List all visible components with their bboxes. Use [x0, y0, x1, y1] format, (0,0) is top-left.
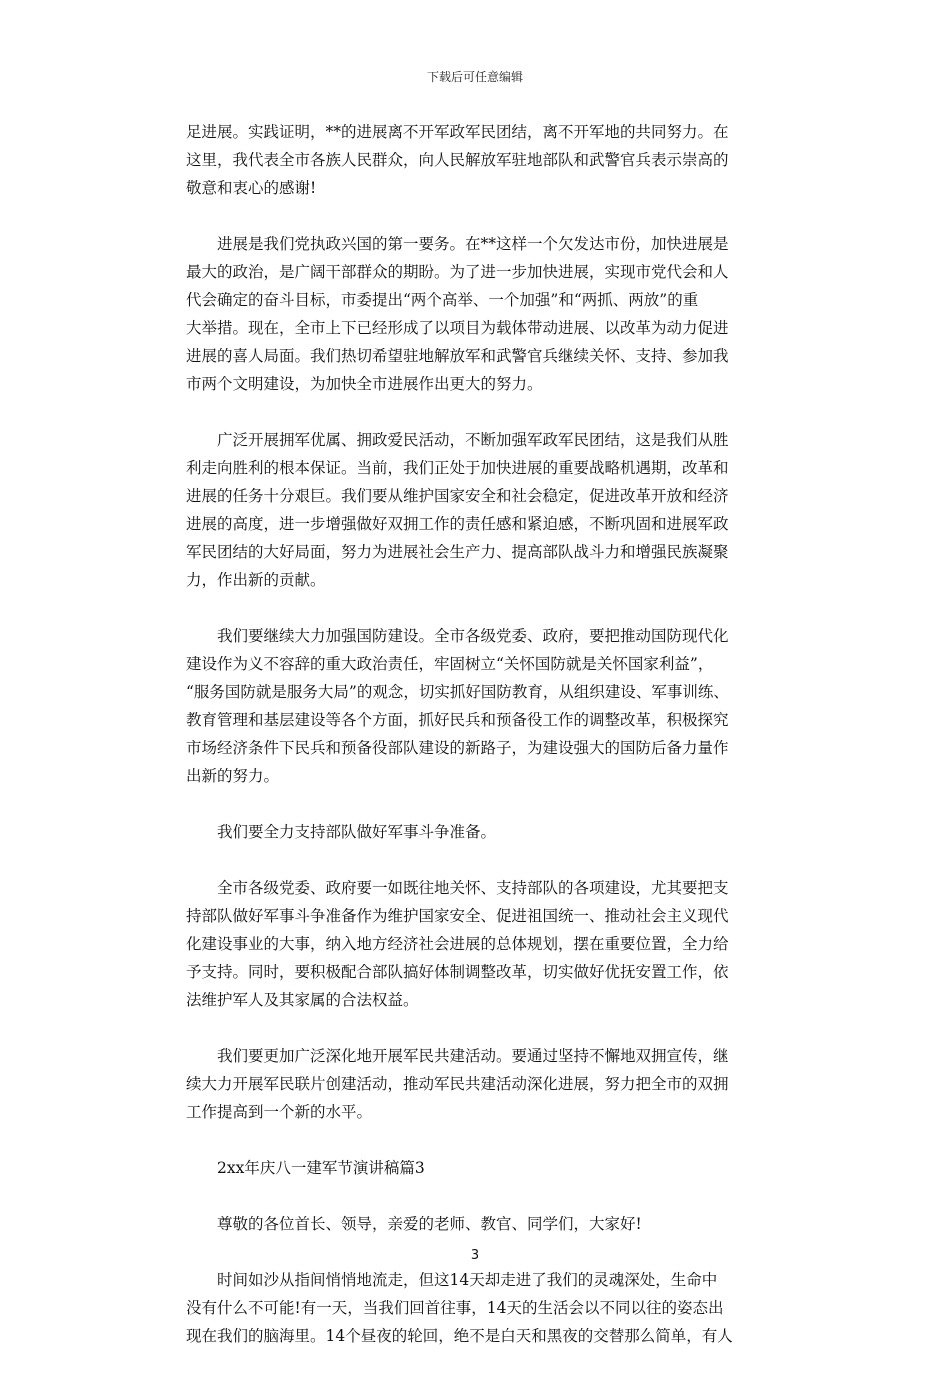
paragraph-line: 进展的高度，进一步增强做好双拥工作的责任感和紧迫感，不断巩固和进展军政: [186, 515, 729, 533]
paragraph-line: 我们要继续大力加强国防建设。全市各级党委、政府，要把推动国防现代化: [217, 627, 729, 645]
paragraph-line: 法维护军人及其家属的合法权益。: [186, 991, 419, 1009]
paragraph-line: 最大的政治，是广阔干部群众的期盼。为了进一步加快进展，实现市党代会和人: [186, 263, 729, 281]
paragraph: [186, 118, 776, 202]
paragraph-line: 广泛开展拥军优属、拥政爱民活动，不断加强军政军民团结，这是我们从胜: [217, 431, 729, 449]
paragraph-line: 时间如沙从指间悄悄地流走，但这14天却走进了我们的灵魂深处，生命中: [217, 1271, 718, 1289]
paragraph-line: 进展的任务十分艰巨。我们要从维护国家安全和社会稳定，促进改革开放和经济: [186, 487, 729, 505]
paragraph-line: 持部队做好军事斗争准备作为维护国家安全、促进祖国统一、推动社会主义现代: [186, 907, 729, 925]
paragraph-line: 工作提高到一个新的水平。: [186, 1103, 373, 1121]
paragraph-line: 进展是我们党执政兴国的第一要务。在**这样一个欠发达市份，加快进展是: [217, 235, 729, 253]
page-header: 下载后可任意编辑: [426, 70, 523, 84]
paragraph-line: “服务国防就是服务大局”的观念，切实抓好国防教育，从组织建设、军事训练、: [186, 683, 729, 701]
paragraph-line: 现在我们的脑海里。14个昼夜的轮回，绝不是白天和黑夜的交替那么简单，有人: [186, 1327, 733, 1345]
paragraph: [186, 874, 776, 1014]
paragraph-line: 建设作为义不容辞的重大政治责任，牢固树立“关怀国防就是关怀国家利益”，: [186, 655, 714, 673]
paragraph-line: 军民团结的大好局面，努力为进展社会生产力、提高部队战斗力和增强民族凝聚: [186, 543, 729, 561]
paragraph-line: 续大力开展军民联片创建活动，推动军民共建活动深化进展，努力把全市的双拥: [186, 1075, 729, 1093]
paragraph-line: 进展的喜人局面。我们热切希望驻地解放军和武警官兵继续关怀、支持、参加我: [186, 347, 729, 365]
paragraph-line: 我们要更加广泛深化地开展军民共建活动。要通过坚持不懈地双拥宣传，继: [217, 1047, 729, 1065]
paragraph: [186, 1210, 776, 1238]
page-number: 3: [470, 1248, 480, 1263]
paragraph-line: 市两个文明建设，为加快全市进展作出更大的努力。: [186, 375, 543, 393]
paragraph-line: 予支持。同时，要积极配合部队搞好体制调整改革，切实做好优抚安置工作，依: [186, 963, 729, 981]
paragraph-line: 全市各级党委、政府要一如既往地关怀、支持部队的各项建设，尤其要把支: [217, 879, 729, 897]
paragraph-line: 出新的努力。: [186, 767, 280, 785]
paragraph-line: 尊敬的各位首长、领导，亲爱的老师、教官、同学们，大家好!: [217, 1215, 642, 1233]
paragraph: [186, 622, 776, 790]
paragraph: [186, 1042, 776, 1126]
paragraph-line: 教育管理和基层建设等各个方面，抓好民兵和预备役工作的调整改革，积极探究: [186, 711, 729, 729]
paragraph-line: 没有什么不可能!有一天，当我们回首往事，14天的生活会以不同以往的姿态出: [186, 1299, 724, 1317]
paragraph: [186, 818, 776, 846]
paragraph: [186, 230, 776, 398]
paragraph-line: 化建设事业的大事，纳入地方经济社会进展的总体规划，摆在重要位置，全力给: [186, 935, 729, 953]
paragraph-line: 足进展。实践证明，**的进展离不开军政军民团结，离不开军地的共同努力。在: [186, 123, 729, 141]
paragraph-line: 市场经济条件下民兵和预备役部队建设的新路子，为建设强大的国防后备力量作: [186, 739, 729, 757]
paragraph: [186, 1266, 776, 1350]
paragraph-line: 利走向胜利的根本保证。当前，我们正处于加快进展的重要战略机遇期，改革和: [186, 459, 729, 477]
document-body: [186, 118, 776, 1378]
paragraph-line: 敬意和衷心的感谢!: [186, 179, 317, 197]
paragraph-line: 我们要全力支持部队做好军事斗争准备。: [217, 823, 497, 841]
paragraph: [186, 426, 776, 594]
paragraph-line: 这里，我代表全市各族人民群众，向人民解放军驻地部队和武警官兵表示崇高的: [186, 151, 729, 169]
paragraph-line: 代会确定的奋斗目标，市委提出“两个高举、一个加强”和“两抓、两放”的重: [186, 291, 699, 309]
paragraph-line: 2xx年庆八一建军节演讲稿篇3: [217, 1159, 425, 1177]
paragraph-line: 大举措。现在，全市上下已经形成了以项目为载体带动进展、以改革为动力促进: [186, 319, 729, 337]
paragraph-line: 力，作出新的贡献。: [186, 571, 326, 589]
paragraph: [186, 1154, 776, 1182]
